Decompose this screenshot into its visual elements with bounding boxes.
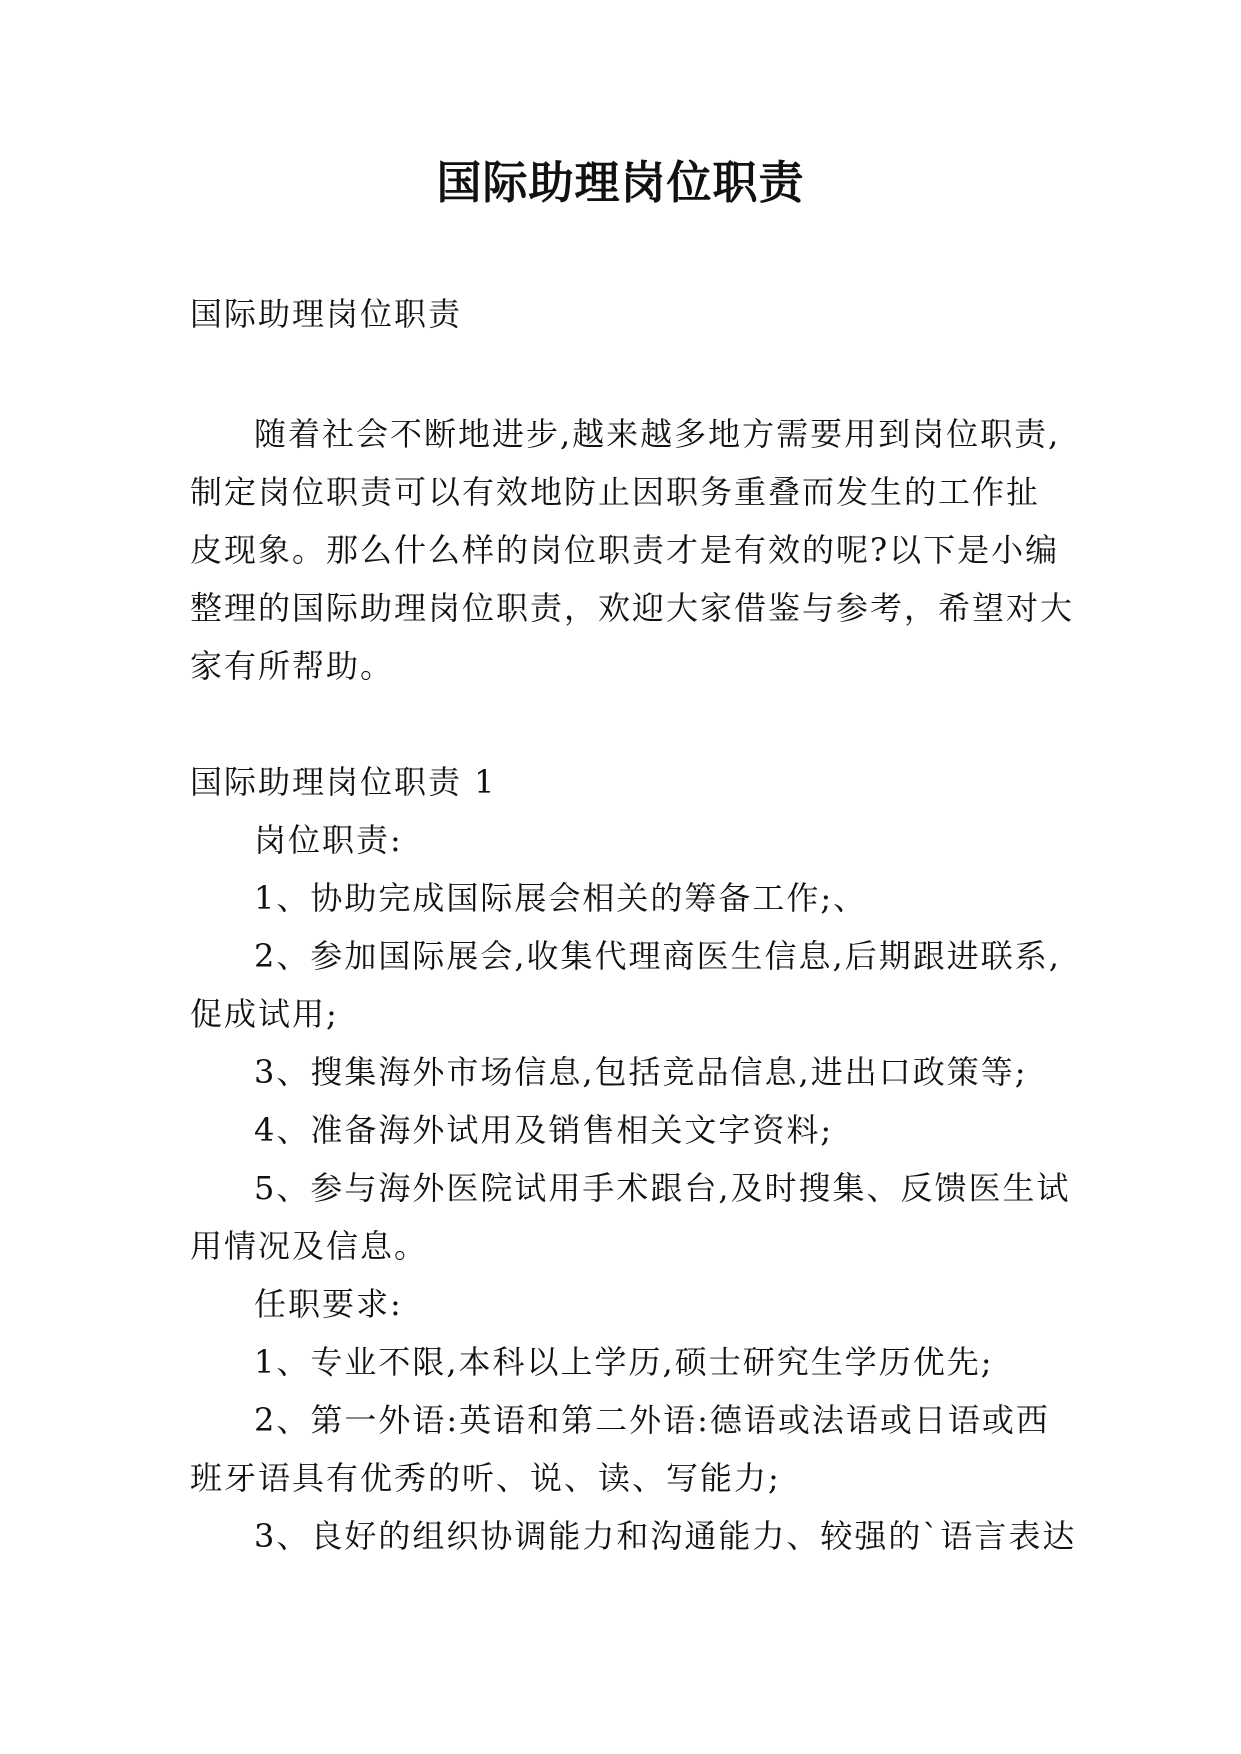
duty-item: 2、参加国际展会,收集代理商医生信息,后期跟进联系,: [254, 937, 1061, 975]
intro-line: 整理的国际助理岗位职责，欢迎大家借鉴与参考，希望对大: [190, 589, 1075, 627]
intro-line: 皮现象。那么什么样的岗位职责才是有效的呢?以下是小编: [190, 531, 1060, 569]
requirement-item-continuation: 班牙语具有优秀的听、说、读、写能力;: [190, 1459, 781, 1497]
duty-item-continuation: 促成试用;: [190, 995, 339, 1033]
requirement-item: 2、第一外语:英语和第二外语:德语或法语或日语或西: [254, 1401, 1050, 1439]
intro-line: 家有所帮助。: [190, 647, 395, 685]
spacer: [190, 695, 1070, 753]
subtitle: 国际助理岗位职责: [190, 295, 463, 333]
duty-item-continuation: 用情况及信息。: [190, 1227, 429, 1265]
duty-item: 1、协助完成国际展会相关的筹备工作;、: [254, 879, 868, 917]
duty-item: 4、准备海外试用及销售相关文字资料;: [254, 1111, 834, 1149]
requirements-label: 任职要求:: [254, 1285, 403, 1323]
intro-line: 制定岗位职责可以有效地防止因职务重叠而发生的工作扯: [190, 473, 1041, 511]
document-body: [190, 285, 1077, 1565]
requirement-item: 1、专业不限,本科以上学历,硕士研究生学历优先;: [254, 1343, 994, 1381]
duty-item: 5、参与海外医院试用手术跟台,及时搜集、反馈医生试: [254, 1169, 1071, 1207]
duty-item: 3、搜集海外市场信息,包括竞品信息,进出口政策等;: [254, 1053, 1028, 1091]
duties-label: 岗位职责:: [254, 821, 403, 859]
intro-line: 随着社会不断地进步,越来越多地方需要用到岗位职责,: [254, 415, 1061, 453]
section-heading: 国际助理岗位职责 1: [190, 763, 497, 801]
spacer: [190, 343, 1070, 405]
document-title: 国际助理岗位职责: [436, 156, 805, 209]
requirement-item: 3、良好的组织协调能力和沟通能力、较强的`语言表达: [254, 1517, 1077, 1555]
